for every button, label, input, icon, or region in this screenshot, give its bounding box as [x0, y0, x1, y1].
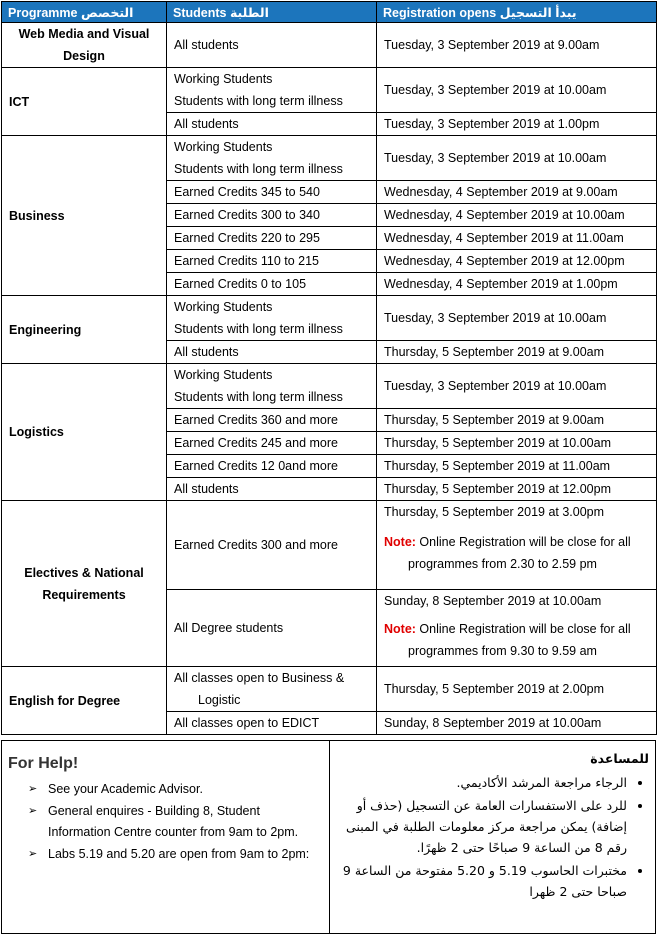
- students-cell: Earned Credits 245 and more: [167, 432, 377, 455]
- students-cell: Earned Credits 220 to 295: [167, 227, 377, 250]
- students-cell: All students: [167, 23, 377, 68]
- students-cell: All students: [167, 341, 377, 364]
- help-title: For Help!: [8, 755, 79, 772]
- students-cell: All students: [167, 113, 377, 136]
- programme-cell: [2, 23, 167, 68]
- header-programme: Programme التخصص: [2, 2, 167, 23]
- list-item: • مختبرات الحاسوب 5.19 و 5.20 مفتوحة من الساعة 9 صباحا حتى 2 ظهرا: [336, 860, 627, 902]
- note-text: programmes from 9.30 to 9.59 am: [408, 644, 597, 658]
- students-cell: Earned Credits 300 to 340: [167, 204, 377, 227]
- table-row: [2, 136, 657, 181]
- list-item: [8, 779, 323, 800]
- help-item-text: See your Academic Advisor.: [48, 782, 203, 796]
- programme-cell: [2, 501, 167, 667]
- students-cell: [167, 296, 377, 341]
- registration-cell: Tuesday, 3 September 2019 at 10.00am: [377, 68, 657, 113]
- students-cell: Earned Credits 345 to 540: [167, 181, 377, 204]
- programme-cell: Business: [2, 136, 167, 296]
- students-cell: Earned Credits 300 and more: [167, 501, 377, 590]
- students-cell: Earned Credits 360 and more: [167, 409, 377, 432]
- registration-note: [384, 531, 649, 553]
- students-cell: Earned Credits 0 to 105: [167, 273, 377, 296]
- note-text: programmes from 2.30 to 2.59 pm: [408, 557, 597, 571]
- programme-cell: English for Degree: [2, 667, 167, 735]
- programme-cell: ICT: [2, 68, 167, 136]
- students-label: Students with long term illness: [174, 94, 343, 108]
- registration-cell: Thursday, 5 September 2019 at 9.00am: [377, 409, 657, 432]
- students-cell: [167, 667, 377, 712]
- students-cell: All students: [167, 478, 377, 501]
- students-cell: All Degree students: [167, 590, 377, 667]
- note-text: Online Registration will be close for all: [415, 622, 631, 636]
- help-section: [1, 740, 656, 934]
- registration-cell: Tuesday, 3 September 2019 at 10.00am: [377, 364, 657, 409]
- registration-cell: Thursday, 5 September 2019 at 11.00am: [377, 455, 657, 478]
- note-label: Note:: [384, 535, 416, 549]
- table-row: [2, 68, 657, 113]
- list-item: • للرد على الاستفسارات العامة عن التسجيل (حذف أو إضافة) يمكن مراجعة مركز معلومات الطلبة في المبنى رقم 8 من الساعة 9 صباحًا حتى 2 ظهرًا.: [336, 795, 627, 858]
- help-title-arabic: للمساعدة: [590, 751, 649, 766]
- table-row: [2, 501, 657, 590]
- registration-cell: Thursday, 5 September 2019 at 2.00pm: [377, 667, 657, 712]
- registration-cell: Thursday, 5 September 2019 at 9.00am: [377, 341, 657, 364]
- help-list: [8, 779, 323, 865]
- list-item: [8, 844, 323, 865]
- list-item: • الرجاء مراجعة المرشد الأكاديمي.: [336, 772, 627, 793]
- students-label: All classes open to Business &: [174, 671, 345, 685]
- list-item: [8, 801, 323, 843]
- registration-cell: Thursday, 5 September 2019 at 12.00pm: [377, 478, 657, 501]
- registration-time: Thursday, 5 September 2019 at 3.00pm: [384, 505, 605, 519]
- registration-cell: Tuesday, 3 September 2019 at 10.00am: [377, 136, 657, 181]
- registration-cell: Wednesday, 4 September 2019 at 1.00pm: [377, 273, 657, 296]
- registration-cell: Thursday, 5 September 2019 at 10.00am: [377, 432, 657, 455]
- note-label: Note:: [384, 622, 416, 636]
- students-cell: Earned Credits 12 0and more: [167, 455, 377, 478]
- help-english: [2, 741, 330, 933]
- students-label: Working Students: [174, 140, 273, 154]
- header-registration: Registration opens يبدأ التسجيل: [377, 2, 657, 23]
- students-cell: [167, 364, 377, 409]
- registration-cell: [377, 590, 657, 667]
- help-item-text: Labs 5.19 and 5.20 are open from 9am to 2pm:: [48, 847, 310, 861]
- students-label: Working Students: [174, 72, 273, 86]
- students-label: Working Students: [174, 368, 273, 382]
- students-label: Students with long term illness: [174, 322, 343, 336]
- programme-name: Requirements: [42, 587, 126, 602]
- arrow-bullet-icon: ➢: [28, 783, 38, 795]
- table-row: [2, 296, 657, 341]
- table-row: [2, 364, 657, 409]
- arrow-bullet-icon: ➢: [28, 805, 38, 817]
- help-arabic: [330, 741, 655, 933]
- table-row: [2, 667, 657, 712]
- registration-cell: Tuesday, 3 September 2019 at 9.00am: [377, 23, 657, 68]
- arrow-bullet-icon: ➢: [28, 848, 38, 860]
- registration-cell: [377, 501, 657, 590]
- students-cell: All classes open to EDICT: [167, 712, 377, 735]
- registration-schedule-table: [1, 1, 657, 735]
- header-students: Students الطلبة: [167, 2, 377, 23]
- students-label: Working Students: [174, 300, 273, 314]
- registration-cell: Wednesday, 4 September 2019 at 9.00am: [377, 181, 657, 204]
- registration-cell: Tuesday, 3 September 2019 at 10.00am: [377, 296, 657, 341]
- registration-cell: Wednesday, 4 September 2019 at 10.00am: [377, 204, 657, 227]
- table-row: [2, 23, 657, 68]
- registration-cell: Wednesday, 4 September 2019 at 11.00am: [377, 227, 657, 250]
- help-list-arabic: [336, 772, 649, 902]
- registration-time: Sunday, 8 September 2019 at 10.00am: [384, 594, 602, 608]
- students-cell: Earned Credits 110 to 215: [167, 250, 377, 273]
- students-label: Logistic: [198, 693, 241, 707]
- students-label: Students with long term illness: [174, 162, 343, 176]
- programme-name: Electives & National: [24, 565, 144, 580]
- programme-cell: Logistics: [2, 364, 167, 501]
- registration-cell: Wednesday, 4 September 2019 at 12.00pm: [377, 250, 657, 273]
- note-text: Online Registration will be close for all: [415, 535, 631, 549]
- table-header-row: [2, 2, 657, 23]
- registration-note: [384, 618, 649, 640]
- registration-cell: Sunday, 8 September 2019 at 10.00am: [377, 712, 657, 735]
- students-cell: [167, 68, 377, 113]
- students-cell: [167, 136, 377, 181]
- programme-name: Design: [63, 49, 105, 63]
- students-label: Students with long term illness: [174, 390, 343, 404]
- help-item-text: General enquires - Building 8, Student Information Centre counter from 9am to 2pm.: [48, 804, 299, 839]
- programme-name: Web Media and Visual: [18, 27, 150, 41]
- registration-cell: Tuesday, 3 September 2019 at 1.00pm: [377, 113, 657, 136]
- programme-cell: Engineering: [2, 296, 167, 364]
